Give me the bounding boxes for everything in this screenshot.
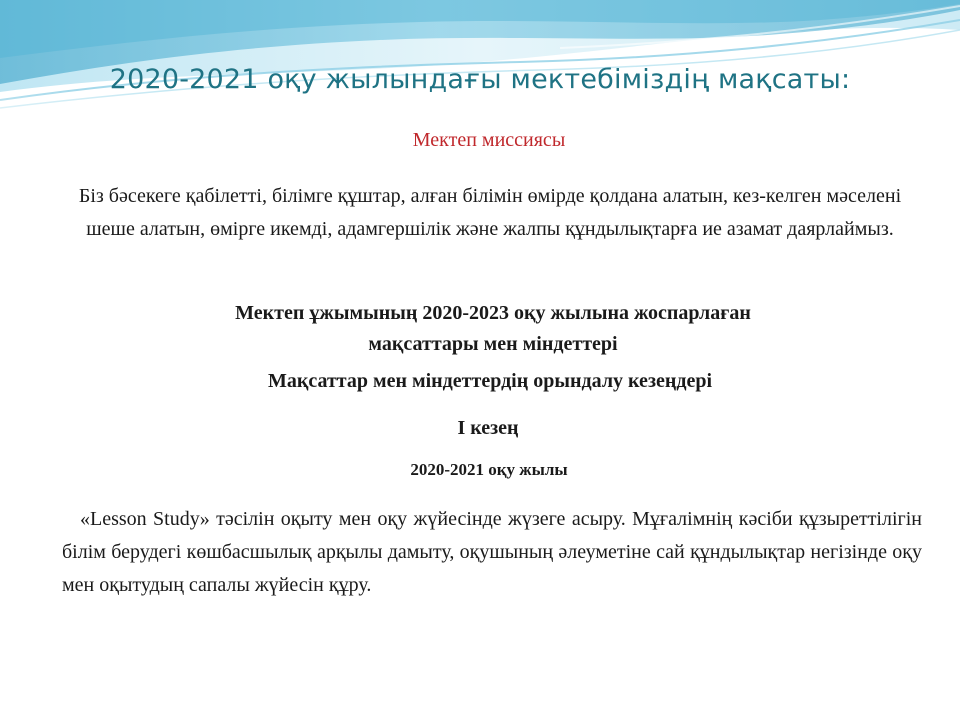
goals-heading-line1: Мектеп ұжымының 2020-2023 оқу жылына жоспарлаған	[235, 302, 751, 324]
stage-text: «Lesson Study» тәсілін оқыту мен оқу жүйесінде жүзеге асыру. Мұғалімнің кәсіби құзыреттілігін білім берудегі көшбасшылық арқылы дамыту, оқушының әлеуметіне сай құндылықтар негізінде оқу мен оқытудың сапалы жүйесін құру.	[62, 508, 922, 596]
stage-title: I кезең	[457, 417, 519, 439]
goals-heading-line2: мақсаттары мен міндеттері	[368, 333, 618, 355]
mission-heading: Мектеп миссиясы	[412, 129, 566, 151]
stage-year: 2020-2021 оқу жылы	[410, 460, 568, 479]
mission-text: Біз бәсекеге қабілетті, білімге құштар, алған білімін өмірде қолдана алатын, кез-келген мәселені шеше алатын, өмірге икемді, адамгершілік және жалпы құндылықтарға ие азамат даярлаймыз.	[78, 185, 902, 240]
goals-heading	[0, 298, 960, 360]
slide-title: 2020-2021 оқу жылындағы мектебіміздің мақсаты:	[109, 64, 851, 95]
stages-heading: Мақсаттар мен міндеттердің орындалу кезеңдері	[267, 370, 713, 392]
